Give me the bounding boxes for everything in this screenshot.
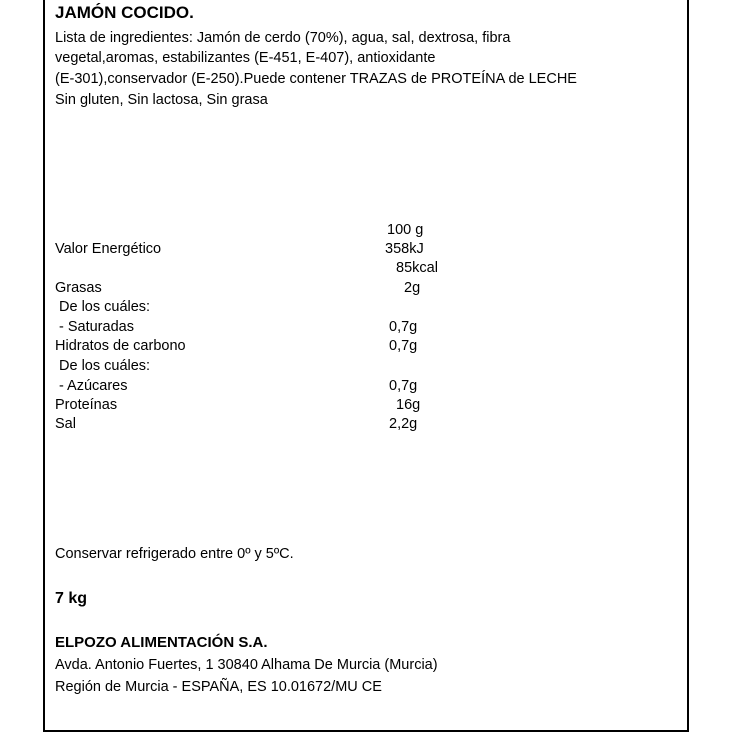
product-title: JAMÓN COCIDO. xyxy=(55,3,194,22)
nutrition-row-label: Hidratos de carbono xyxy=(55,338,186,354)
ingredients-line: Lista de ingredientes: Jamón de cerdo (70%), agua, sal, dextrosa, fibra xyxy=(55,30,511,46)
nutrition-row-value: 85kcal xyxy=(396,260,438,276)
nutrition-row-value: 0,7g xyxy=(389,378,418,394)
nutrition-row-label: Sal xyxy=(55,416,76,432)
nutrition-row-label: De los cuáles: xyxy=(59,358,151,374)
company-address: Avda. Antonio Fuertes, 1 30840 Alhama De Murcia (Murcia) xyxy=(55,657,438,673)
nutrition-row-label: Grasas xyxy=(55,280,102,296)
ingredients-line: vegetal,aromas, estabilizantes (E-451, E-407), antioxidante xyxy=(55,50,436,66)
nutrition-row-value: 0,7g xyxy=(389,319,418,335)
company-name: ELPOZO ALIMENTACIÓN S.A. xyxy=(55,634,268,651)
company-registry: Región de Murcia - ESPAÑA, ES 10.01672/MU CE xyxy=(55,679,382,695)
ingredients-line: (E-301),conservador (E-250).Puede contener TRAZAS de PROTEÍNA de LECHE xyxy=(55,71,577,87)
nutrition-row-label: Proteínas xyxy=(55,397,118,413)
nutrition-row-label: De los cuáles: xyxy=(59,299,151,315)
allergen-line: Sin gluten, Sin lactosa, Sin grasa xyxy=(55,92,268,108)
nutrition-column-header: 100 g xyxy=(387,222,424,238)
net-weight: 7 kg xyxy=(55,590,88,607)
nutrition-row-value: 0,7g xyxy=(389,338,418,354)
storage-instructions: Conservar refrigerado entre 0º y 5ºC. xyxy=(55,546,294,562)
nutrition-row-value: 16g xyxy=(396,397,421,413)
nutrition-row-label: - Saturadas xyxy=(59,319,134,335)
nutrition-row-value: 2g xyxy=(404,280,421,296)
nutrition-row-label: Valor Energético xyxy=(55,241,162,257)
nutrition-row-value: 2,2g xyxy=(389,416,418,432)
nutrition-row-label: - Azúcares xyxy=(59,378,128,394)
nutrition-row-value: 358kJ xyxy=(385,241,424,257)
